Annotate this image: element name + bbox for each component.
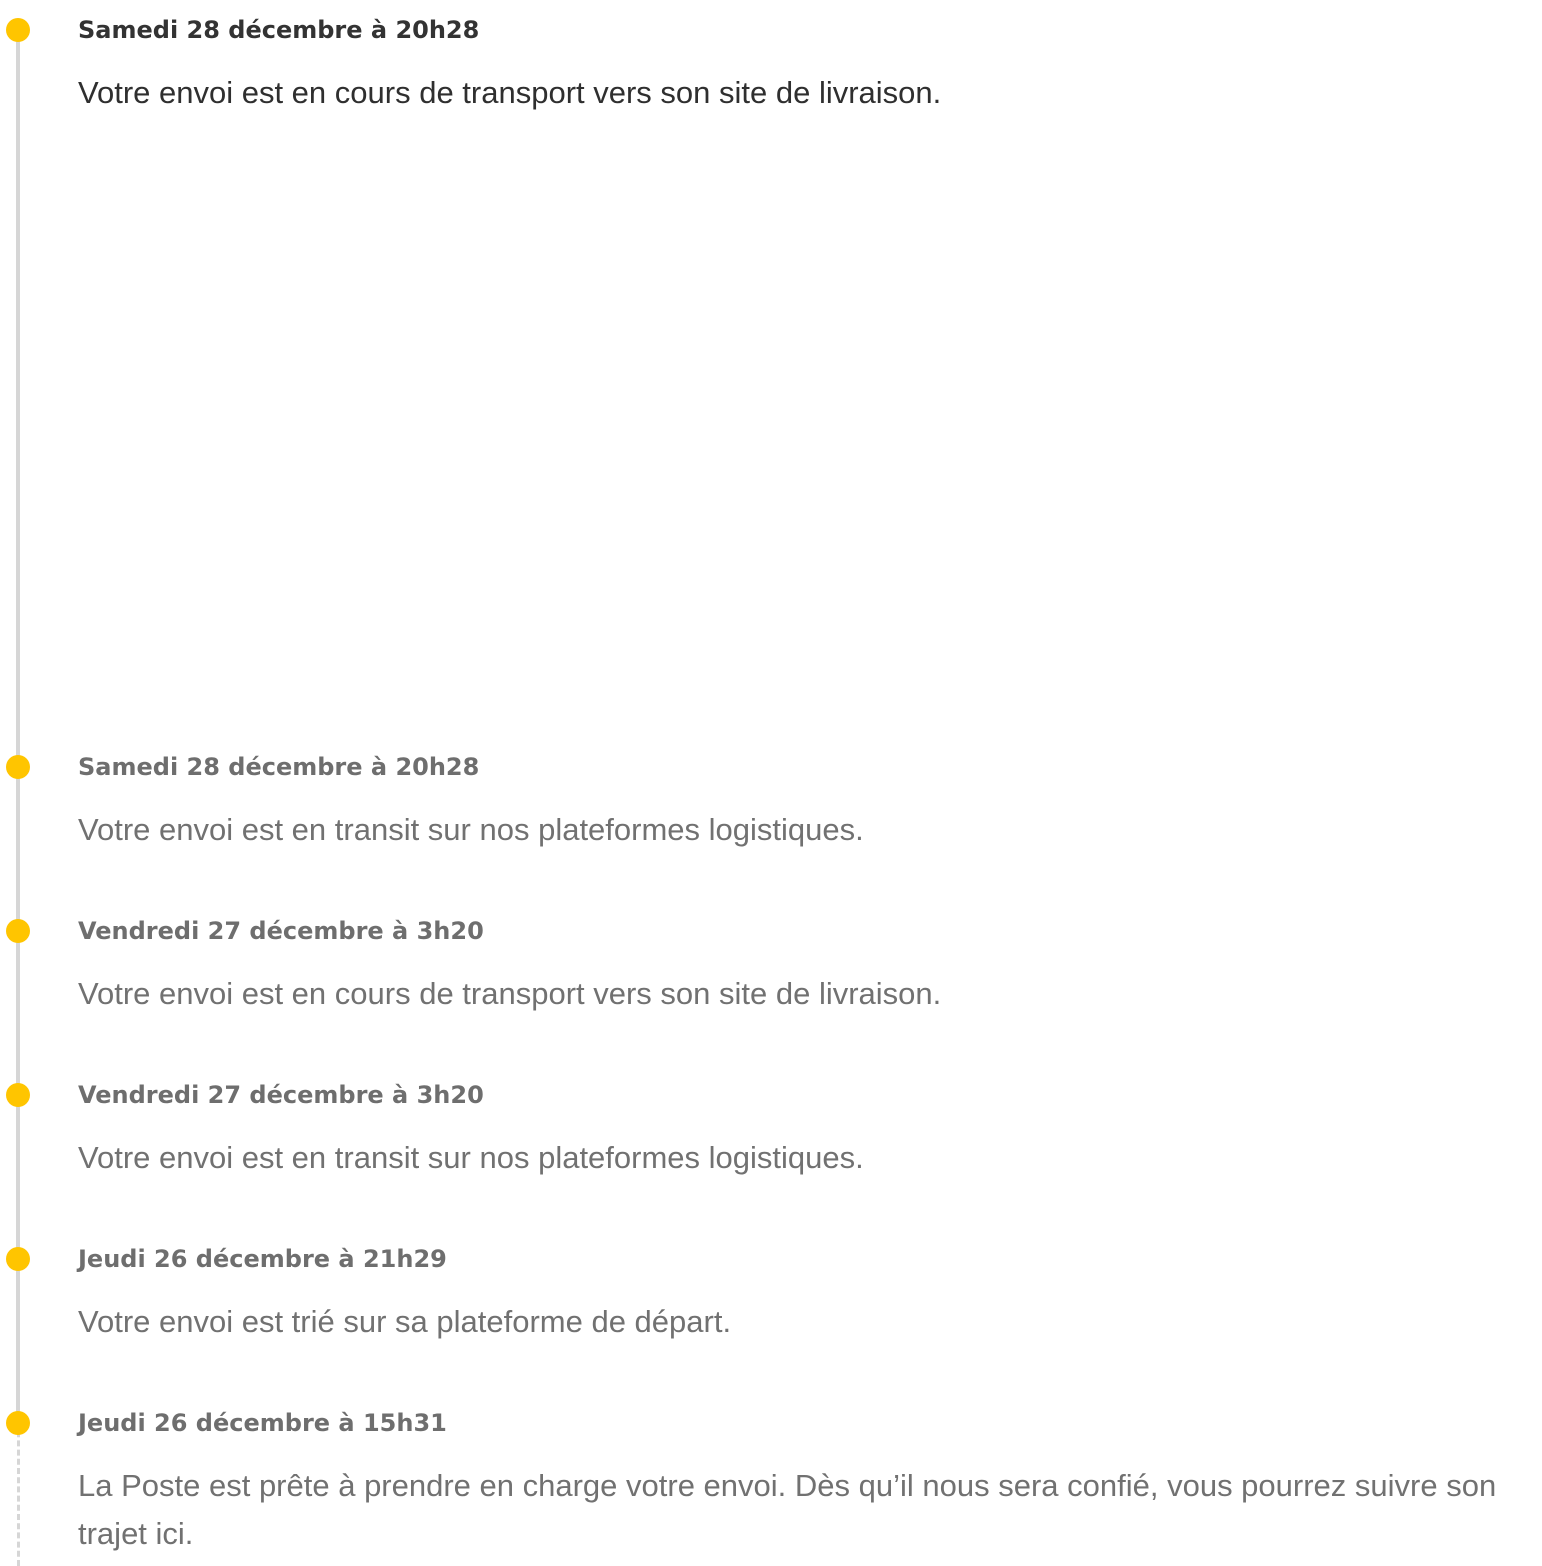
timeline-dot-icon	[6, 1247, 30, 1271]
event-description: Votre envoi est en cours de transport vers son site de livraison.	[78, 976, 942, 1011]
timeline-dot-icon	[6, 755, 30, 779]
event-date: Vendredi 27 décembre à 3h20	[78, 1081, 484, 1109]
event-description: Votre envoi est trié sur sa plateforme de départ.	[78, 1304, 732, 1339]
timeline-dot-icon	[6, 1083, 30, 1107]
event-date: Vendredi 27 décembre à 3h20	[78, 917, 484, 945]
event-date: Jeudi 26 décembre à 15h31	[78, 1409, 447, 1437]
timeline-dot-icon	[6, 1411, 30, 1435]
event-description: Votre envoi est en transit sur nos plateformes logistiques.	[78, 1140, 864, 1175]
event-date: Jeudi 26 décembre à 21h29	[78, 1245, 447, 1273]
timeline-dot-icon	[6, 919, 30, 943]
event-description: Votre envoi est en transit sur nos plateformes logistiques.	[78, 812, 864, 847]
event-description: Votre envoi est en cours de transport vers son site de livraison.	[78, 75, 942, 110]
timeline-line-pending	[17, 1422, 20, 1566]
event-description: La Poste est prête à prendre en charge votre envoi. Dès qu’il nous sera confié, vous pourrez suivre son trajet ici.	[78, 1468, 1497, 1551]
timeline-dot-icon	[6, 18, 30, 42]
event-date: Samedi 28 décembre à 20h28	[78, 753, 480, 781]
event-date: Samedi 28 décembre à 20h28	[78, 16, 480, 44]
timeline-line	[16, 30, 20, 1422]
